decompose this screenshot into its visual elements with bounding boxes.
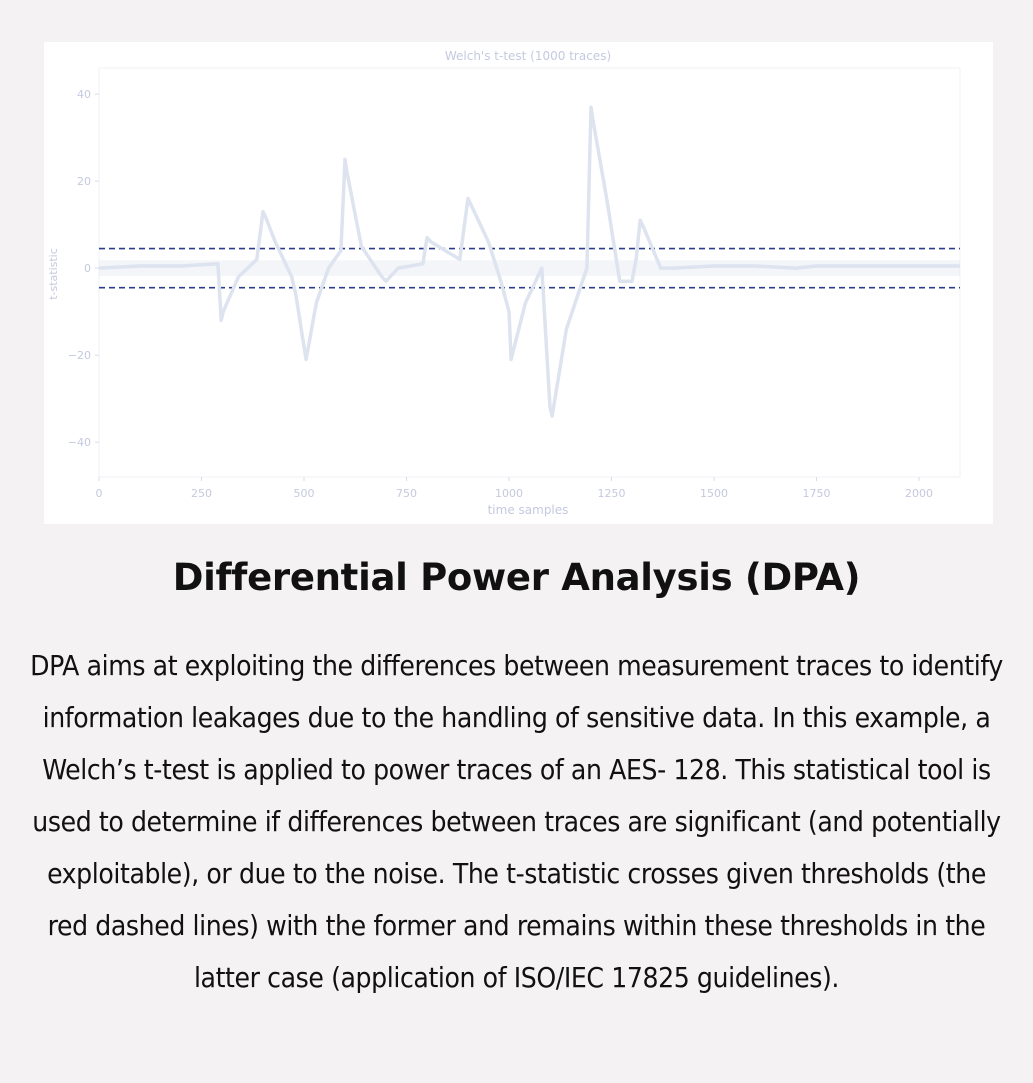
y-tick-label: 20 — [77, 175, 91, 189]
y-tick-label: 0 — [84, 262, 91, 276]
x-tick-label: 0 — [95, 487, 103, 500]
chart-title: Welch's t-test (1000 traces) — [444, 49, 612, 63]
x-tick-label: 1500 — [700, 487, 728, 500]
chart-card — [44, 42, 993, 524]
x-tick-label: 250 — [191, 487, 212, 500]
description-paragraph: DPA aims at exploiting the differences between measurement traces to identify information leakages due to the handling of sensitive data. In this example, a Welch’s t-test is applied to power traces of an AES- 128. This statistical tool is used to determine if differences between traces are significant (and potentially exploitable), or due to the noise. The t-statistic crosses given thresholds (the red dashed lines) with the former and remains within these thresholds in the latter case (application of ISO/IEC 17825 guidelines). — [30, 649, 1003, 994]
y-tick-label: −40 — [67, 436, 91, 450]
y-tick-label: 40 — [77, 88, 91, 102]
x-tick-label: 2000 — [905, 487, 933, 500]
series-layer — [99, 107, 960, 416]
y-axis-label: t-statistic — [47, 248, 60, 300]
x-tick-label: 1250 — [597, 487, 626, 500]
x-tick-label: 1000 — [495, 487, 523, 500]
x-tick-label: 1750 — [802, 487, 831, 500]
x-axis — [96, 477, 934, 500]
t-test-chart — [44, 42, 993, 524]
y-axis — [68, 88, 99, 449]
x-axis-label: time samples — [487, 503, 569, 517]
y-tick-label: −20 — [67, 349, 91, 363]
x-tick-label: 500 — [293, 487, 315, 500]
noise-band — [99, 260, 960, 276]
x-tick-label: 750 — [396, 487, 417, 500]
page-heading: Differential Power Analysis (DPA) — [172, 556, 861, 599]
